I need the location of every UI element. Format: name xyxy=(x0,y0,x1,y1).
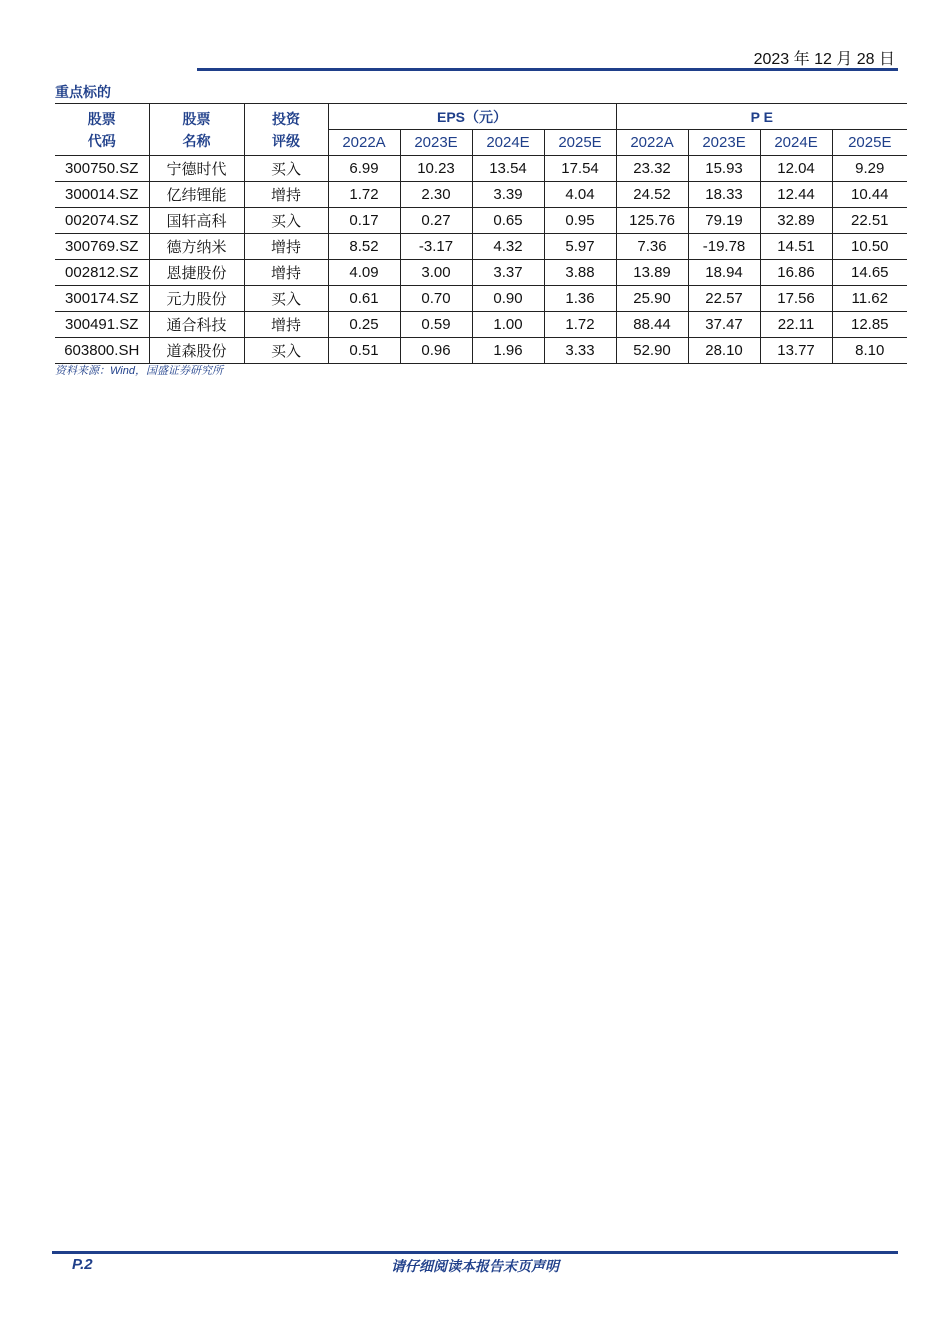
cell-pe-2025e: 14.65 xyxy=(832,260,907,286)
header-stock-code: 股票 代码 xyxy=(55,104,149,156)
cell-eps-2022a: 6.99 xyxy=(328,156,400,182)
cell-eps-2022a: 0.25 xyxy=(328,312,400,338)
page-number: P.2 xyxy=(72,1256,93,1273)
cell-eps-2023e: 0.27 xyxy=(400,208,472,234)
report-date: 2023 年 12 月 28 日 xyxy=(753,51,895,68)
cell-pe-2023e: 18.33 xyxy=(688,182,760,208)
cell-code: 002812.SZ xyxy=(55,260,149,286)
cell-rating: 增持 xyxy=(244,260,328,286)
disclaimer-note: 请仔细阅读本报告末页声明 xyxy=(391,1258,559,1274)
header-eps-year: 2022A xyxy=(328,130,400,156)
cell-eps-2025e: 3.33 xyxy=(544,338,616,364)
cell-eps-2025e: 1.36 xyxy=(544,286,616,312)
cell-name: 通合科技 xyxy=(149,312,244,338)
cell-pe-2022a: 24.52 xyxy=(616,182,688,208)
cell-pe-2024e: 16.86 xyxy=(760,260,832,286)
header-pe-year: 2023E xyxy=(688,130,760,156)
cell-pe-2022a: 88.44 xyxy=(616,312,688,338)
header-eps-year: 2024E xyxy=(472,130,544,156)
cell-pe-2024e: 14.51 xyxy=(760,234,832,260)
cell-eps-2023e: 10.23 xyxy=(400,156,472,182)
cell-eps-2025e: 4.04 xyxy=(544,182,616,208)
cell-code: 603800.SH xyxy=(55,338,149,364)
cell-pe-2022a: 25.90 xyxy=(616,286,688,312)
cell-code: 300750.SZ xyxy=(55,156,149,182)
cell-eps-2025e: 1.72 xyxy=(544,312,616,338)
cell-eps-2023e: -3.17 xyxy=(400,234,472,260)
cell-code: 002074.SZ xyxy=(55,208,149,234)
cell-eps-2022a: 0.17 xyxy=(328,208,400,234)
cell-eps-2023e: 0.59 xyxy=(400,312,472,338)
cell-pe-2023e: 37.47 xyxy=(688,312,760,338)
cell-pe-2024e: 13.77 xyxy=(760,338,832,364)
header-stock-name: 股票 名称 xyxy=(149,104,244,156)
cell-pe-2025e: 12.85 xyxy=(832,312,907,338)
cell-eps-2022a: 4.09 xyxy=(328,260,400,286)
cell-rating: 增持 xyxy=(244,182,328,208)
cell-pe-2024e: 12.04 xyxy=(760,156,832,182)
cell-code: 300174.SZ xyxy=(55,286,149,312)
cell-name: 宁德时代 xyxy=(149,156,244,182)
cell-eps-2022a: 8.52 xyxy=(328,234,400,260)
cell-pe-2024e: 12.44 xyxy=(760,182,832,208)
table-row xyxy=(55,234,907,260)
cell-rating: 增持 xyxy=(244,312,328,338)
header-pe-group: P E xyxy=(616,104,907,130)
cell-pe-2022a: 125.76 xyxy=(616,208,688,234)
table-row xyxy=(55,312,907,338)
cell-pe-2023e: 79.19 xyxy=(688,208,760,234)
cell-code: 300491.SZ xyxy=(55,312,149,338)
cell-pe-2023e: 15.93 xyxy=(688,156,760,182)
cell-pe-2022a: 52.90 xyxy=(616,338,688,364)
cell-pe-2023e: 18.94 xyxy=(688,260,760,286)
cell-pe-2022a: 13.89 xyxy=(616,260,688,286)
table-row xyxy=(55,338,907,364)
key-stocks-table xyxy=(55,103,907,364)
header-pe-year: 2025E xyxy=(832,130,907,156)
cell-pe-2024e: 32.89 xyxy=(760,208,832,234)
cell-rating: 买入 xyxy=(244,156,328,182)
cell-eps-2023e: 3.00 xyxy=(400,260,472,286)
cell-pe-2022a: 7.36 xyxy=(616,234,688,260)
cell-eps-2022a: 0.51 xyxy=(328,338,400,364)
cell-name: 元力股份 xyxy=(149,286,244,312)
cell-eps-2024e: 1.96 xyxy=(472,338,544,364)
cell-pe-2023e: 22.57 xyxy=(688,286,760,312)
cell-pe-2024e: 17.56 xyxy=(760,286,832,312)
cell-eps-2022a: 1.72 xyxy=(328,182,400,208)
cell-code: 300769.SZ xyxy=(55,234,149,260)
table-row xyxy=(55,156,907,182)
cell-name: 道森股份 xyxy=(149,338,244,364)
table-row xyxy=(55,286,907,312)
cell-eps-2025e: 0.95 xyxy=(544,208,616,234)
cell-name: 恩捷股份 xyxy=(149,260,244,286)
cell-eps-2025e: 5.97 xyxy=(544,234,616,260)
header-divider xyxy=(197,68,898,71)
header-eps-year: 2025E xyxy=(544,130,616,156)
table-body xyxy=(55,156,907,364)
cell-pe-2025e: 22.51 xyxy=(832,208,907,234)
table-header-row-1 xyxy=(55,104,907,130)
cell-pe-2025e: 10.50 xyxy=(832,234,907,260)
table-row xyxy=(55,208,907,234)
cell-name: 德方纳米 xyxy=(149,234,244,260)
header-eps-group: EPS（元） xyxy=(328,104,616,130)
cell-eps-2024e: 0.90 xyxy=(472,286,544,312)
table-row xyxy=(55,260,907,286)
cell-name: 亿纬锂能 xyxy=(149,182,244,208)
cell-eps-2024e: 4.32 xyxy=(472,234,544,260)
cell-eps-2025e: 3.88 xyxy=(544,260,616,286)
cell-code: 300014.SZ xyxy=(55,182,149,208)
cell-pe-2025e: 11.62 xyxy=(832,286,907,312)
cell-rating: 买入 xyxy=(244,286,328,312)
cell-eps-2023e: 0.96 xyxy=(400,338,472,364)
cell-eps-2022a: 0.61 xyxy=(328,286,400,312)
header-eps-year: 2023E xyxy=(400,130,472,156)
cell-pe-2025e: 9.29 xyxy=(832,156,907,182)
cell-pe-2025e: 10.44 xyxy=(832,182,907,208)
cell-pe-2023e: 28.10 xyxy=(688,338,760,364)
header-pe-year: 2022A xyxy=(616,130,688,156)
header-pe-year: 2024E xyxy=(760,130,832,156)
cell-eps-2025e: 17.54 xyxy=(544,156,616,182)
cell-pe-2025e: 8.10 xyxy=(832,338,907,364)
source-note: 资料来源：Wind，国盛证券研究所 xyxy=(55,365,223,377)
header-rating: 投资 评级 xyxy=(244,104,328,156)
cell-rating: 买入 xyxy=(244,338,328,364)
section-title: 重点标的 xyxy=(55,84,111,100)
cell-eps-2023e: 2.30 xyxy=(400,182,472,208)
cell-pe-2023e: -19.78 xyxy=(688,234,760,260)
cell-eps-2024e: 13.54 xyxy=(472,156,544,182)
cell-eps-2024e: 1.00 xyxy=(472,312,544,338)
cell-pe-2022a: 23.32 xyxy=(616,156,688,182)
cell-eps-2023e: 0.70 xyxy=(400,286,472,312)
footer-divider xyxy=(52,1251,898,1254)
cell-name: 国轩高科 xyxy=(149,208,244,234)
cell-eps-2024e: 3.39 xyxy=(472,182,544,208)
cell-rating: 增持 xyxy=(244,234,328,260)
cell-rating: 买入 xyxy=(244,208,328,234)
cell-eps-2024e: 0.65 xyxy=(472,208,544,234)
table-row xyxy=(55,182,907,208)
cell-eps-2024e: 3.37 xyxy=(472,260,544,286)
cell-pe-2024e: 22.11 xyxy=(760,312,832,338)
